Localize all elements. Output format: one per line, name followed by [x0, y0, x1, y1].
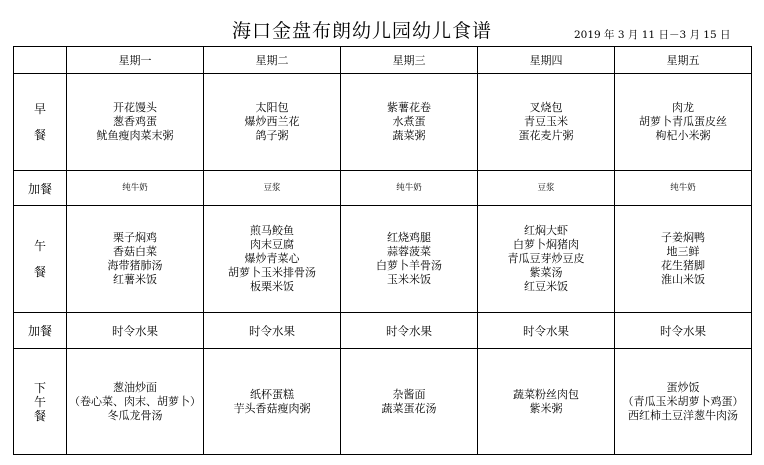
- dish: 鱿鱼瘦肉菜末粥: [96, 129, 174, 142]
- snack1-fri: 纯牛奶: [615, 171, 752, 206]
- snack2-row: [14, 313, 752, 349]
- snack1-row: [14, 171, 752, 206]
- dish: 蔬菜粉丝肉包: [513, 387, 579, 401]
- date-range: 2019 年 3 月 11 日－3 月 15 日: [574, 29, 731, 41]
- day-header-fri: 星期五: [615, 47, 752, 74]
- dish: 肉龙: [672, 101, 694, 114]
- snack2-thu: 时令水果: [478, 313, 615, 349]
- dish: 红豆米饭: [524, 280, 568, 293]
- breakfast-row: [14, 74, 752, 171]
- dish: 枸杞小米粥: [655, 129, 711, 142]
- day-header-wed: 星期三: [341, 47, 478, 74]
- dish: 蔬菜粥: [392, 129, 426, 142]
- dish: 西红柿土豆洋葱牛肉汤: [628, 408, 738, 422]
- dish: 太阳包: [255, 101, 289, 114]
- dish: 开花馒头: [113, 101, 157, 114]
- dish: 栗子焖鸡: [113, 231, 157, 244]
- dinner-thu: [478, 349, 615, 455]
- dish: 青豆玉米: [524, 115, 568, 128]
- dish: 地三鲜: [666, 245, 700, 258]
- dish: 蔬菜蛋花汤: [381, 401, 437, 415]
- dish: 子姜焖鸭: [661, 231, 705, 244]
- lunch-tue: [204, 206, 341, 313]
- breakfast-wed: [341, 74, 478, 171]
- menu-table: [13, 46, 752, 455]
- dish: 青瓜豆芽炒豆皮: [507, 252, 585, 265]
- snack2-fri: 时令水果: [615, 313, 752, 349]
- dish: 红焖大虾: [524, 224, 568, 237]
- dish: 水煮蛋: [392, 115, 426, 128]
- dish: 紫菜汤: [529, 266, 563, 279]
- breakfast-mon: [67, 74, 204, 171]
- dish: 爆炒青菜心: [244, 252, 300, 265]
- dish: 葱香鸡蛋: [113, 115, 157, 128]
- dish: 紫米粥: [529, 401, 563, 415]
- breakfast-thu: [478, 74, 615, 171]
- dish: 胡萝卜青瓜蛋皮丝: [639, 115, 727, 128]
- dish: 白萝卜羊骨汤: [376, 259, 442, 272]
- dish: 香菇白菜: [113, 245, 157, 258]
- dish: 冬瓜龙骨汤: [107, 408, 163, 422]
- dinner-label: 下 午 餐: [14, 349, 67, 455]
- dish: 杂酱面: [392, 387, 426, 401]
- day-header-row: [14, 47, 752, 74]
- lunch-row: [14, 206, 752, 313]
- dinner-wed: [341, 349, 478, 455]
- snack1-mon: 纯牛奶: [67, 171, 204, 206]
- snack2-wed: 时令水果: [341, 313, 478, 349]
- breakfast-label: 早 餐: [14, 74, 67, 171]
- dish: 蒜蓉菠菜: [387, 245, 431, 258]
- dinner-row: [14, 349, 752, 455]
- dish: 红烧鸡腿: [387, 231, 431, 244]
- dish: 芋头香菇瘦肉粥: [233, 401, 311, 415]
- lunch-label: 午 餐: [14, 206, 67, 313]
- lunch-fri: [615, 206, 752, 313]
- dish: （卷心菜、肉末、胡萝卜）: [69, 394, 201, 408]
- lunch-mon: [67, 206, 204, 313]
- snack1-tue: 豆浆: [204, 171, 341, 206]
- snack2-label: 加餐: [14, 313, 67, 349]
- dinner-fri: [615, 349, 752, 455]
- snack1-wed: 纯牛奶: [341, 171, 478, 206]
- dish: 肉末豆腐: [250, 238, 294, 251]
- dish: 蛋花麦片粥: [518, 129, 574, 142]
- dish: 板栗米饭: [250, 280, 294, 293]
- lunch-wed: [341, 206, 478, 313]
- day-header-thu: 星期四: [478, 47, 615, 74]
- dish: 红薯米饭: [113, 273, 157, 286]
- day-header-tue: 星期二: [204, 47, 341, 74]
- snack1-label: 加餐: [14, 171, 67, 206]
- snack2-tue: 时令水果: [204, 313, 341, 349]
- dish: 玉米米饭: [387, 273, 431, 286]
- breakfast-tue: [204, 74, 341, 171]
- breakfast-fri: [615, 74, 752, 171]
- dish: 白萝卜焖猪肉: [513, 238, 579, 251]
- dish: 叉烧包: [529, 101, 563, 114]
- corner-cell: [14, 47, 67, 74]
- dish: 葱油炒面: [113, 380, 157, 394]
- snack1-thu: 豆浆: [478, 171, 615, 206]
- dish: 蛋炒饭: [666, 380, 700, 394]
- dish: 紫薯花卷: [387, 101, 431, 114]
- dish: 煎马鲛鱼: [250, 224, 294, 237]
- dinner-mon: [67, 349, 204, 455]
- dish: 纸杯蛋糕: [250, 387, 294, 401]
- lunch-thu: [478, 206, 615, 313]
- dish: 淮山米饭: [661, 273, 705, 286]
- dish: 海带猪肺汤: [107, 259, 163, 272]
- dinner-tue: [204, 349, 341, 455]
- dish: 花生猪脚: [661, 259, 705, 272]
- snack2-mon: 时令水果: [67, 313, 204, 349]
- dish: 鸽子粥: [255, 129, 289, 142]
- dish: 胡萝卜玉米排骨汤: [228, 266, 316, 279]
- page-title: 海口金盘布朗幼儿园幼儿食谱: [232, 20, 493, 42]
- dish: （青瓜玉米胡萝卜鸡蛋）: [622, 394, 744, 408]
- dish: 爆炒西兰花: [244, 115, 300, 128]
- day-header-mon: 星期一: [67, 47, 204, 74]
